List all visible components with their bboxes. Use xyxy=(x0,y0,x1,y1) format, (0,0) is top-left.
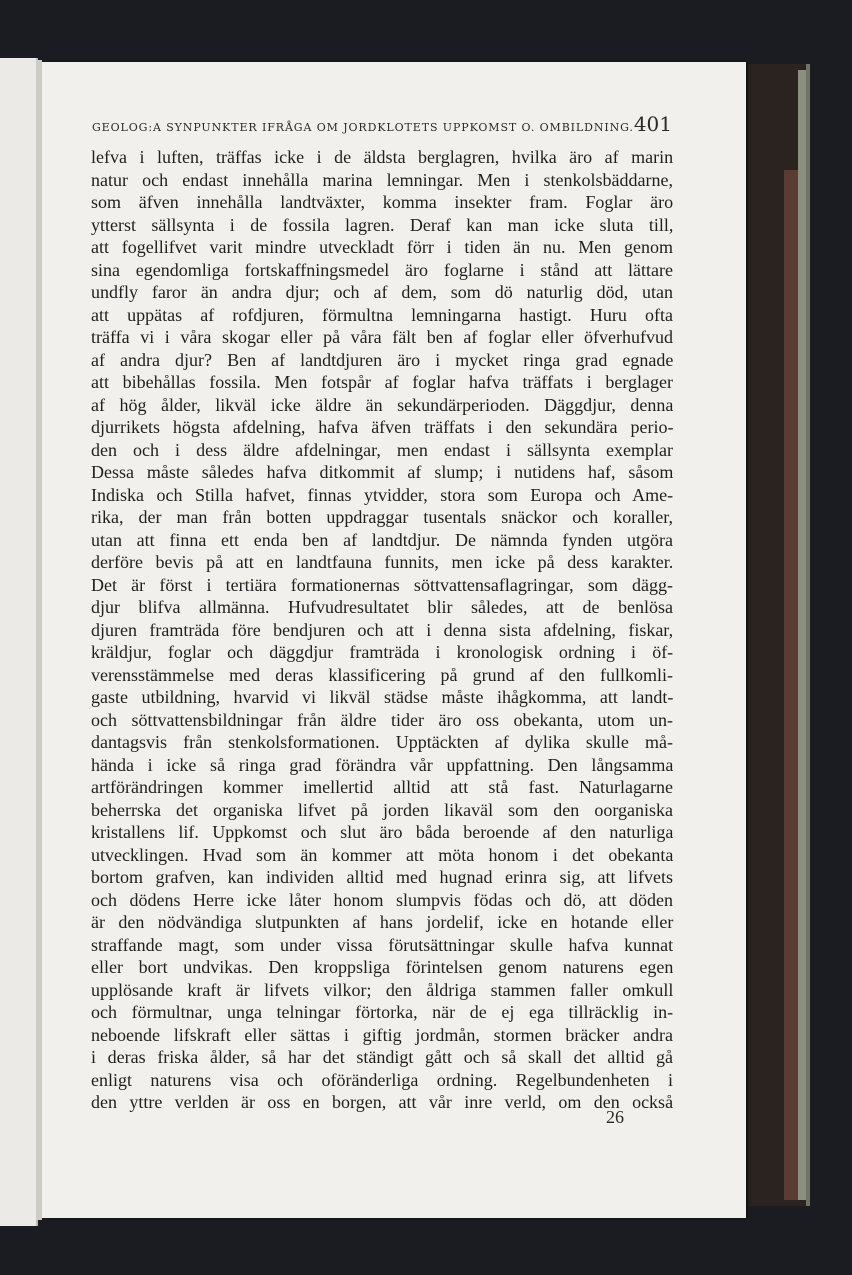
text-line: utan att finna ett enda ben af landtdjur. De nämnda fynden utgöra xyxy=(91,529,673,550)
text-line: lefva i luften, träffas icke i de äldsta berglagren, hvilka äro af marin xyxy=(91,147,674,167)
text-line: kristallens lif. Uppkomst och slut äro båda beroende af den naturliga xyxy=(91,822,674,842)
running-header xyxy=(92,112,672,142)
text-line: och dödens Herre icke låter honom slumpvis födas och dö, att döden xyxy=(91,889,673,910)
text-line: beherrska det organiska lifvet på jorden likaväl som den oorganiska xyxy=(91,799,673,820)
text-line: kräldjur, foglar och däggdjur framträda i kronologisk ordning i öf- xyxy=(91,642,674,662)
book-cover-highlight xyxy=(798,70,806,1200)
text-line: att bibehållas fossila. Men fotspår af foglar hafva träffats i berglager xyxy=(91,372,673,392)
text-line: Det är först i tertiära formationernas söttvattensaflagringar, som dägg- xyxy=(91,574,673,595)
text-line: och förmultnar, unga telningar förtorka, när de ej ega tillräcklig in- xyxy=(91,1002,674,1022)
text-line: neboende lifskraft eller sättas i giftig jordmån, stormen bräcker andra xyxy=(91,1024,673,1045)
text-line: att uppätas af rofdjuren, förmultna lemningarna hastigt. Huru ofta xyxy=(91,304,673,325)
text-line: djuren framträda före bendjuren och att i denna sista afdelning, fiskar, xyxy=(91,619,674,640)
text-line: hända i icke så ringa grad förändra vår uppfattning. Den långsamma xyxy=(91,754,674,775)
text-line: djur blifva allmänna. Hufvudresultatet blir således, att de benlösa xyxy=(91,597,673,617)
text-line: ytterst sällsynta i de fossila lagren. Deraf kan man icke sluta till, xyxy=(91,214,674,235)
text-line: och söttvattensbildningar från äldre tider äro oss obekanta, utom un- xyxy=(91,709,673,730)
page-number: 401 xyxy=(633,112,672,136)
text-line: derföre bevis på att en landtfauna funnits, men icke på dess karakter. xyxy=(91,552,674,572)
text-line: af hög ålder, likväl icke äldre än sekundärperioden. Däggdjur, denna xyxy=(91,394,674,415)
signature-mark: 26 xyxy=(606,1107,624,1127)
text-line: dantagsvis från stenkolsformationen. Upptäckten af dylika skulle må- xyxy=(91,732,673,752)
text-line: i deras friska ålder, så har det ständigt gått och så skall det alltid gå xyxy=(91,1047,673,1067)
text-line: utvecklingen. Hvad som än kommer att möta honom i det obekanta xyxy=(91,844,674,865)
text-line: den yttre verlden är oss en borgen, att vår inre verld, om den också xyxy=(91,1092,674,1112)
text-line: verensstämmelse med deras klassificering på grund af den fullkomli- xyxy=(91,664,673,685)
text-line: bortom grafven, kan individen alltid med hugnad erinra sig, att lifvets xyxy=(91,867,673,887)
running-title: GEOLOG:A SYNPUNKTER IFRÅGA OM JORDKLOTETS UPPKOMST O. OMBILDNING. xyxy=(92,121,634,134)
text-line: är den nödvändiga slutpunkten af hans jordelif, icke en hotande eller xyxy=(91,912,674,932)
body-text xyxy=(91,146,673,1114)
text-line: af andra djur? Ben af landtdjuren äro i mycket ringa grad egnade xyxy=(91,349,674,370)
text-line: artförändringen kommer imellertid alltid att stå fast. Naturlagarne xyxy=(91,777,673,797)
text-line: sina egendomliga fortskaffningsmedel äro foglarne i stånd att lättare xyxy=(91,259,673,280)
book-page xyxy=(42,62,746,1218)
text-line: eller bort undvikas. Den kroppsliga förintelsen genom naturens egen xyxy=(91,957,674,977)
text-line: att fogellifvet varit mindre utveckladt förr i tiden än nu. Men genom xyxy=(91,237,673,257)
text-line: djurrikets högsta afdelning, hafva äfven träffats i den sekundära perio- xyxy=(91,417,674,437)
text-line: Dessa måste således hafva ditkommit af slump; i nutidens haf, såsom xyxy=(91,462,674,482)
text-line: gaste utbildning, hvarvid vi likväl städse måste ihågkomma, att landt- xyxy=(91,687,674,707)
text-line: undfly faror än andra djur; och af dem, som dö naturlig död, utan xyxy=(91,282,673,302)
text-line: den och i dess äldre afdelningar, men endast i sällsynta exemplar xyxy=(91,439,673,460)
text-line: straffande magt, som under vissa förutsättningar skulle hafva kunnat xyxy=(91,934,674,955)
left-page-edge xyxy=(0,58,38,1226)
text-line: natur och endast innehålla marina lemningar. Men i stenkolsbäddarne, xyxy=(91,169,673,190)
text-line: som äfven innehålla landtväxter, komma insekter fram. Foglar äro xyxy=(91,192,674,212)
text-line: Indiska och Stilla hafvet, finnas ytvidder, stora som Europa och Ame- xyxy=(91,484,674,505)
text-line: träffa vi i våra skogar eller på våra fält ben af foglar eller öfverhufvud xyxy=(91,327,673,347)
text-line: rika, der man från botten uppdraggar tusentals snäckor och koraller, xyxy=(91,507,673,527)
text-line: enligt naturens visa och oföränderliga ordning. Regelbundenheten i xyxy=(91,1069,673,1090)
text-line: upplösande kraft är lifvets vilkor; den åldriga stammen faller omkull xyxy=(91,979,674,1000)
